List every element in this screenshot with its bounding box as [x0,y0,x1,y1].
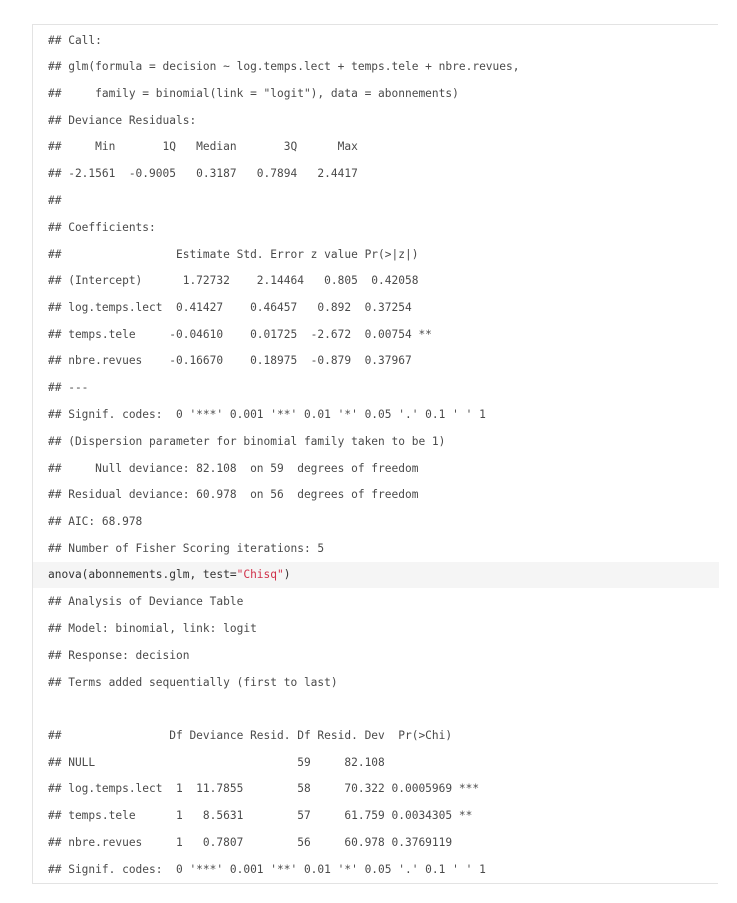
anova-line: ## Signif. codes: 0 '***' 0.001 '**' 0.01 '*' 0.05 '.' 0.1 ' ' 1 [48,863,486,876]
anova-line: ## temps.tele 1 8.5631 57 61.759 0.0034305 ** [48,809,473,822]
anova-line: ## Model: binomial, link: logit [48,622,257,635]
output-line: ## Null deviance: 82.108 on 59 degrees of freedom [48,462,419,475]
anova-line: ## log.temps.lect 1 11.7855 58 70.322 0.0005969 *** [48,782,480,795]
output-line: ## -2.1561 -0.9005 0.3187 0.7894 2.4417 [48,167,358,180]
output-line: ## temps.tele -0.04610 0.01725 -2.672 0.00754 ** [48,328,432,341]
output-line: ## AIC: 68.978 [48,515,143,528]
output-line: ## family = binomial(link = "logit"), data = abonnements) [48,87,459,100]
code-text: anova(abonnements.glm, test= [48,568,237,581]
output-line: ## Residual deviance: 60.978 on 56 degrees of freedom [48,488,419,501]
output-line: ## Coefficients: [48,221,156,234]
string-literal: "Chisq" [236,568,284,581]
anova-blank-line [33,696,719,722]
anova-line: ## Response: decision [48,649,190,662]
anova-line: ## Terms added sequentially (first to last) [48,676,338,689]
output-line: ## Signif. codes: 0 '***' 0.001 '**' 0.01 '*' 0.05 '.' 0.1 ' ' 1 [48,408,486,421]
output-line: ## Estimate Std. Error z value Pr(>|z|) [48,248,419,261]
anova-line: ## NULL 59 82.108 [48,756,385,769]
output-line: ## Call: [48,34,102,47]
output-line: ## log.temps.lect 0.41427 0.46457 0.892 0.37254 [48,301,412,314]
r-console-output [32,24,718,884]
code-text: ) [283,568,291,581]
anova-line: ## Analysis of Deviance Table [48,595,244,608]
output-line: ## Number of Fisher Scoring iterations: 5 [48,542,325,555]
output-line: ## Min 1Q Median 3Q Max [48,140,358,153]
output-line: ## [48,194,62,207]
anova-line: ## Df Deviance Resid. Df Resid. Dev Pr(>Chi) [48,729,453,742]
output-line: ## (Intercept) 1.72732 2.14464 0.805 0.42058 [48,274,419,287]
output-line: ## Deviance Residuals: [48,114,197,127]
output-line: ## glm(formula = decision ~ log.temps.lect + temps.tele + nbre.revues, [48,60,520,73]
output-line: ## nbre.revues -0.16670 0.18975 -0.879 0.37967 [48,354,412,367]
code-line-anova[interactable] [33,562,719,588]
output-line: ## (Dispersion parameter for binomial family taken to be 1) [48,435,446,448]
anova-line: ## nbre.revues 1 0.7807 56 60.978 0.3769119 [48,836,453,849]
output-line: ## --- [48,381,89,394]
